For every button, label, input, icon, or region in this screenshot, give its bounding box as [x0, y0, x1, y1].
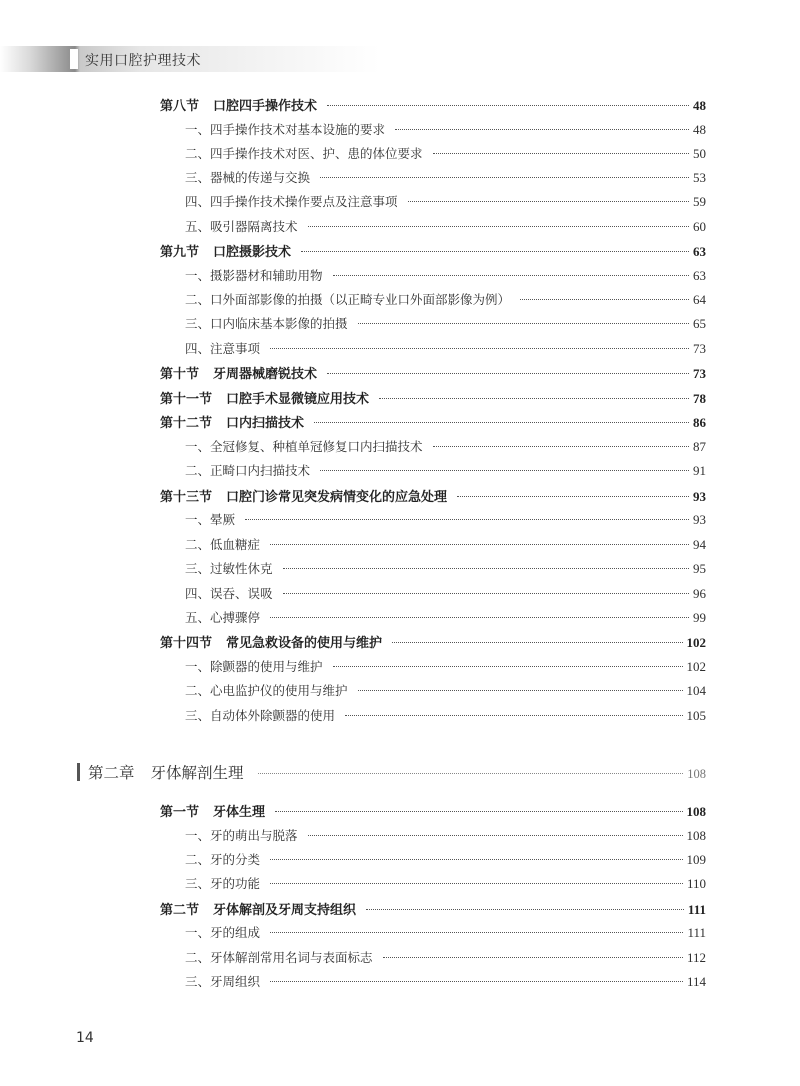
page-ref: 112: [686, 950, 706, 965]
leader-dots: [270, 617, 689, 618]
toc-section-row[interactable]: [160, 899, 706, 918]
subsection-title: 一、晕厥: [185, 512, 236, 527]
subsection-title: 三、牙周组织: [185, 974, 261, 989]
leader-dots: [433, 153, 689, 154]
subsection-title: 一、四手操作技术对基本设施的要求: [185, 122, 386, 137]
subsection-title: 二、牙体解剖常用名词与表面标志: [185, 950, 373, 965]
toc-subsection-row[interactable]: [185, 874, 706, 892]
subsection-title: 五、吸引器隔离技术: [185, 219, 298, 234]
page-ref: 91: [693, 463, 706, 478]
leader-dots: [270, 932, 683, 933]
page-ref: 110: [686, 876, 706, 891]
subsection-title: 四、误吞、误吸: [185, 586, 273, 601]
page-number: 14: [76, 1030, 94, 1046]
subsection-title: 一、除颤器的使用与维护: [185, 659, 323, 674]
subsection-title: 二、口外面部影像的拍摄（以正畸专业口外面部影像为例）: [185, 292, 511, 307]
leader-dots: [245, 519, 689, 520]
section-label: 第十四节: [160, 636, 213, 651]
toc-section-row[interactable]: [160, 388, 706, 407]
section-title: 牙体解剖及牙周支持组织: [213, 903, 357, 918]
leader-dots: [395, 129, 689, 130]
toc-subsection-row[interactable]: [185, 314, 706, 332]
toc-subsection-row[interactable]: [185, 657, 706, 675]
page-ref: 102: [686, 635, 706, 650]
leader-dots: [308, 226, 689, 227]
toc-subsection-row[interactable]: [185, 437, 706, 455]
toc-subsection-row[interactable]: [185, 192, 706, 210]
page-ref: 108: [686, 804, 706, 819]
subsection-title: 三、器械的传递与交换: [185, 170, 311, 185]
page-ref: 63: [693, 268, 706, 283]
leader-dots: [433, 446, 689, 447]
toc-subsection-row[interactable]: [185, 850, 706, 868]
leader-dots: [333, 666, 683, 667]
leader-dots: [258, 773, 684, 774]
leader-dots: [270, 981, 683, 982]
section-label: 第十二节: [160, 416, 213, 431]
page-ref: 48: [693, 122, 706, 137]
leader-dots: [308, 835, 683, 836]
leader-dots: [320, 470, 689, 471]
running-header-divider: [70, 49, 78, 69]
chapter-label: 第二章: [88, 764, 135, 782]
toc-subsection-row[interactable]: [185, 681, 706, 699]
chapter-marker-bar: [77, 763, 80, 781]
page-ref: 65: [693, 316, 706, 331]
subsection-title: 二、心电监护仪的使用与维护: [185, 683, 348, 698]
toc-subsection-row[interactable]: [185, 948, 706, 966]
section-title: 口内扫描技术: [226, 416, 305, 431]
section-title: 牙体生理: [213, 805, 266, 820]
toc-subsection-row[interactable]: [185, 120, 706, 138]
section-label: 第十节: [160, 367, 200, 382]
leader-dots: [320, 177, 689, 178]
page-ref: 111: [687, 925, 706, 940]
leader-dots: [270, 859, 682, 860]
page-ref: 78: [693, 391, 706, 406]
toc-section-row[interactable]: [160, 241, 706, 260]
section-title: 口腔摄影技术: [213, 245, 292, 260]
leader-dots: [275, 811, 682, 812]
toc-subsection-row[interactable]: [185, 923, 706, 941]
section-title: 口腔手术显微镜应用技术: [226, 392, 370, 407]
leader-dots: [358, 323, 689, 324]
subsection-title: 一、摄影器材和辅助用物: [185, 268, 323, 283]
leader-dots: [366, 909, 684, 910]
toc-subsection-row[interactable]: [185, 168, 706, 186]
subsection-title: 二、低血糖症: [185, 537, 261, 552]
page-ref: 94: [693, 537, 706, 552]
leader-dots: [520, 299, 689, 300]
leader-dots: [379, 398, 689, 399]
toc-subsection-row[interactable]: [185, 608, 706, 626]
page-ref: 86: [693, 415, 706, 430]
subsection-title: 二、牙的分类: [185, 852, 261, 867]
page-ref: 73: [693, 341, 706, 356]
section-title: 常见急救设备的使用与维护: [226, 636, 383, 651]
page-ref: 87: [693, 439, 706, 454]
page-ref: 111: [687, 902, 706, 917]
leader-dots: [270, 544, 689, 545]
toc-chapter-row[interactable]: [77, 760, 706, 783]
toc-subsection-row[interactable]: [185, 266, 706, 284]
page-ref: 108: [687, 767, 706, 781]
toc-subsection-row[interactable]: [185, 144, 706, 162]
leader-dots: [383, 957, 683, 958]
toc-subsection-row[interactable]: [185, 584, 706, 602]
section-title: 牙周器械磨锐技术: [213, 367, 318, 382]
page-ref: 95: [693, 561, 706, 576]
page-ref: 50: [693, 146, 706, 161]
subsection-title: 一、牙的组成: [185, 925, 261, 940]
toc-subsection-row[interactable]: [185, 290, 706, 308]
toc-subsection-row[interactable]: [185, 510, 706, 528]
toc-section-row[interactable]: [160, 486, 706, 505]
page-ref: 59: [693, 194, 706, 209]
leader-dots: [301, 251, 689, 252]
leader-dots: [327, 105, 689, 106]
leader-dots: [345, 715, 682, 716]
leader-dots: [314, 422, 689, 423]
toc-subsection-row[interactable]: [185, 461, 706, 479]
subsection-title: 四、四手操作技术操作要点及注意事项: [185, 194, 398, 209]
leader-dots: [333, 275, 689, 276]
leader-dots: [358, 690, 683, 691]
subsection-title: 五、心搏骤停: [185, 610, 261, 625]
subsection-title: 一、牙的萌出与脱落: [185, 828, 298, 843]
page-ref: 96: [693, 586, 706, 601]
page-ref: 109: [686, 852, 706, 867]
subsection-title: 三、自动体外除颤器的使用: [185, 708, 336, 723]
page-ref: 104: [686, 683, 706, 698]
toc-subsection-row[interactable]: [185, 535, 706, 553]
section-label: 第二节: [160, 903, 200, 918]
section-label: 第十一节: [160, 392, 213, 407]
subsection-title: 三、牙的功能: [185, 876, 261, 891]
subsection-title: 三、口内临床基本影像的拍摄: [185, 316, 348, 331]
page-ref: 63: [693, 244, 706, 259]
page-ref: 53: [693, 170, 706, 185]
page-ref: 64: [693, 292, 706, 307]
section-label: 第十三节: [160, 490, 213, 505]
page-ref: 60: [693, 219, 706, 234]
running-header-title: 实用口腔护理技术: [85, 53, 201, 69]
section-label: 第一节: [160, 805, 200, 820]
page-ref: 102: [686, 659, 706, 674]
leader-dots: [457, 496, 689, 497]
toc-subsection-row[interactable]: [185, 826, 706, 844]
page-ref: 93: [693, 489, 706, 504]
leader-dots: [270, 348, 689, 349]
page-ref: 108: [686, 828, 706, 843]
subsection-title: 一、全冠修复、种植单冠修复口内扫描技术: [185, 439, 423, 454]
subsection-title: 三、过敏性休克: [185, 561, 273, 576]
page-ref: 99: [693, 610, 706, 625]
section-title: 口腔门诊常见突发病情变化的应急处理: [226, 490, 448, 505]
toc-subsection-row[interactable]: [185, 706, 706, 724]
page-ref: 73: [693, 366, 706, 381]
toc-section-row[interactable]: [160, 363, 706, 382]
toc-subsection-row[interactable]: [185, 559, 706, 577]
toc-subsection-row[interactable]: [185, 339, 706, 357]
page-ref: 93: [693, 512, 706, 527]
section-title: 口腔四手操作技术: [213, 99, 318, 114]
subsection-title: 二、正畸口内扫描技术: [185, 463, 311, 478]
subsection-title: 四、注意事项: [185, 341, 261, 356]
leader-dots: [270, 883, 683, 884]
section-label: 第九节: [160, 245, 200, 260]
toc-section-row[interactable]: [160, 801, 706, 820]
leader-dots: [283, 593, 689, 594]
toc-section-row[interactable]: [160, 412, 706, 431]
page-ref: 105: [686, 708, 706, 723]
section-label: 第八节: [160, 99, 200, 114]
leader-dots: [327, 373, 689, 374]
leader-dots: [408, 201, 689, 202]
chapter-title: 牙体解剖生理: [150, 764, 244, 782]
leader-dots: [392, 642, 682, 643]
toc-subsection-row[interactable]: [185, 217, 706, 235]
page-ref: 48: [693, 98, 706, 113]
toc-section-row[interactable]: [160, 632, 706, 651]
subsection-title: 二、四手操作技术对医、护、患的体位要求: [185, 146, 423, 161]
leader-dots: [283, 568, 689, 569]
toc-subsection-row[interactable]: [185, 972, 706, 990]
toc-section-row[interactable]: [160, 95, 706, 114]
page-ref: 114: [686, 974, 706, 989]
